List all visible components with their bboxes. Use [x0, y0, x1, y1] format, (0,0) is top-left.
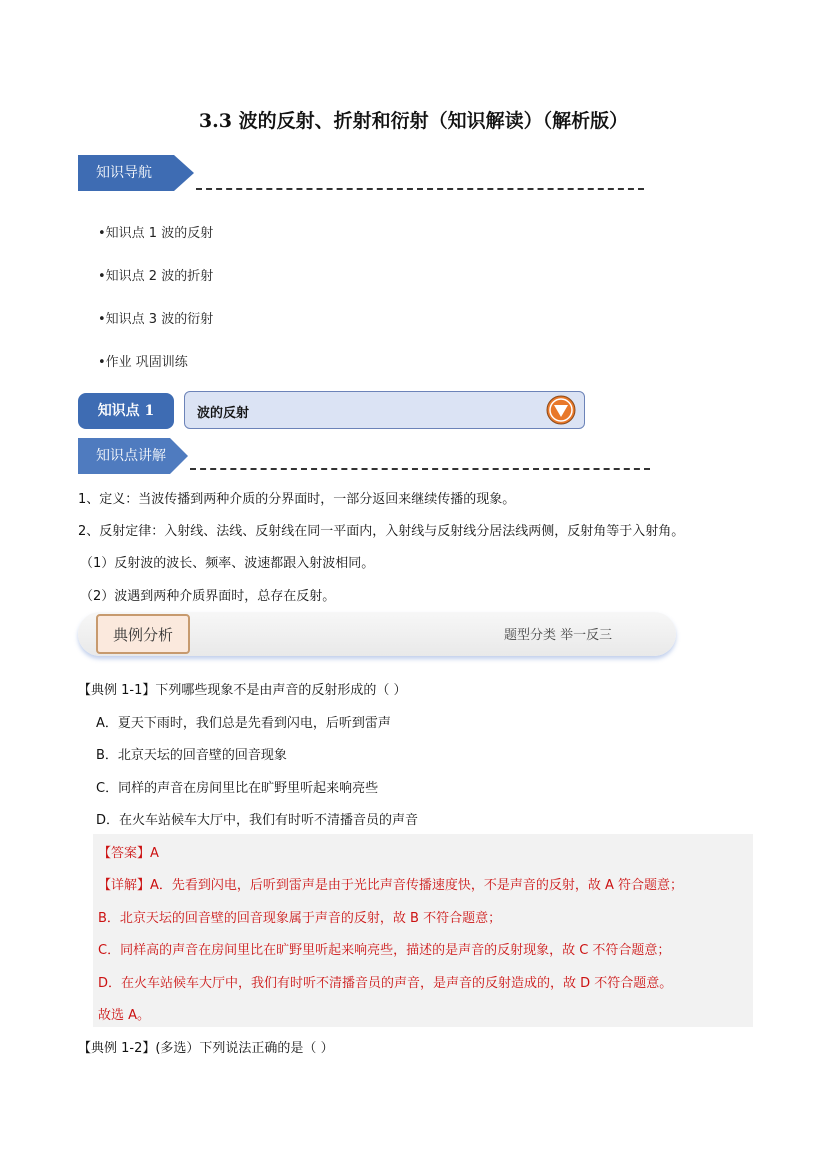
- paragraph-definition: 1、定义：当波传播到两种介质的分界面时，一部分返回来继续传播的现象。: [78, 492, 516, 507]
- option-c: C．同样的声音在房间里比在旷野里听起来响亮些: [96, 781, 379, 796]
- section-tag-nav: [78, 155, 196, 191]
- divider-line: [190, 468, 650, 470]
- detail-line-d: D．在火车站候车大厅中，我们有时听不清播音员的声音，是声音的反射造成的，故 D 不符合题意。: [98, 976, 673, 991]
- knowledge-point-bar[interactable]: [184, 391, 585, 429]
- section-tag-explain: [78, 438, 190, 474]
- paragraph-law: 2、反射定律：入射线、法线、反射线在同一平面内，入射线与反射线分居法线两侧，反射角等于入射角。: [78, 524, 685, 539]
- detail-line-a: 【详解】A．先看到闪电，后听到雷声是由于光比声音传播速度快，不是声音的反射，故 A 符合题意；: [98, 878, 684, 893]
- toc-item-2[interactable]: •知识点 2 波的折射: [98, 269, 214, 284]
- answer-line: 【答案】A: [98, 846, 159, 861]
- detail-conclusion: 故选 A。: [98, 1008, 151, 1023]
- example-banner-subtitle: 题型分类 举一反三: [504, 628, 613, 643]
- example-2-question: 【典例 1-2】(多选）下列说法正确的是（ ）: [78, 1041, 334, 1056]
- paragraph-point-1: （1）反射波的波长、频率、波速都跟入射波相同。: [80, 556, 375, 571]
- section-tag-nav-label: 知识导航: [96, 165, 152, 181]
- example-banner-label: 典例分析: [96, 614, 190, 654]
- divider-line: [196, 188, 644, 190]
- option-b: B．北京天坛的回音壁的回音现象: [96, 748, 287, 763]
- toc-item-1[interactable]: •知识点 1 波的反射: [98, 226, 214, 241]
- knowledge-point-title: 波的反射: [197, 406, 250, 421]
- option-a: A．夏天下雨时，我们总是先看到闪电，后听到雷声: [96, 716, 391, 731]
- knowledge-point-label: 知识点 1: [78, 393, 174, 429]
- detail-line-b: B．北京天坛的回音壁的回音现象属于声音的反射，故 B 不符合题意；: [98, 911, 502, 926]
- expand-down-icon[interactable]: [546, 395, 576, 425]
- toc-item-3[interactable]: •知识点 3 波的衍射: [98, 312, 214, 327]
- paragraph-point-2: （2）波遇到两种介质界面时，总存在反射。: [80, 589, 336, 604]
- document-title: 3.3 波的反射、折射和衍射（知识解读）（解析版）: [198, 110, 629, 132]
- toc-item-homework[interactable]: •作业 巩固训练: [98, 355, 188, 370]
- detail-line-c: C．同样高的声音在房间里比在旷野里听起来响亮些，描述的是声音的反射现象，故 C 不符合题意；: [98, 943, 671, 958]
- section-tag-explain-label: 知识点讲解: [96, 448, 166, 464]
- example-1-question: 【典例 1-1】下列哪些现象不是由声音的反射形成的（ ）: [78, 683, 407, 698]
- option-d: D．在火车站候车大厅中，我们有时听不清播音员的声音: [96, 813, 419, 828]
- answer-block: [93, 834, 753, 1027]
